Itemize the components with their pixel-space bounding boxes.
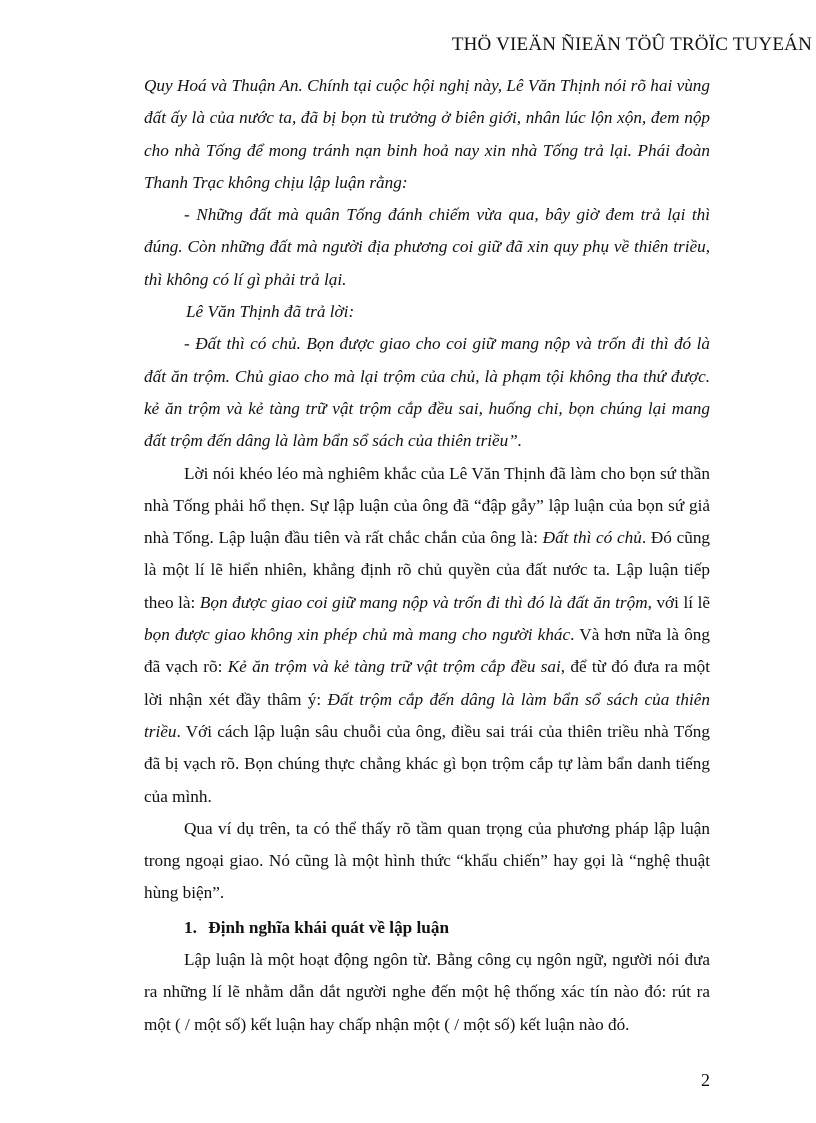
emphasis: Bọn được giao coi giữ mang nộp và trốn đi thì đó là đất ăn trộm bbox=[199, 592, 648, 612]
analysis-paragraph bbox=[144, 458, 710, 813]
text-run: . Đó cũng là một lí lẽ hiển nhiên, khẳng định rõ chủ quyền của đất nước ta. Lập luận tiếp theo là: bbox=[144, 528, 711, 612]
text-run: , với lí lẽ bbox=[647, 592, 710, 612]
paragraph: Lập luận là một hoạt động ngôn từ. Bằng công cụ ngôn ngữ, người nói đưa ra những lí lẽ nhằm dẫn dắt người nghe đến một hệ thống xác tín nào đó: rút ra một ( / một số) kết luận hay chấp nhận một ( / một số) kết luận nào đó. bbox=[144, 950, 710, 1034]
emphasis: bọn được giao không xin phép chủ mà mang cho người khác bbox=[144, 625, 571, 645]
text-run: . Với cách lập luận sâu chuỗi của ông, điều sai trái của thiên triều nhà Tống đã bị vạch rõ. Bọn chúng thực chẳng khác gì bọn trộm cắp tự làm bẩn danh tiếng của mình. bbox=[144, 721, 710, 806]
paragraph: Qua ví dụ trên, ta có thể thấy rõ tầm quan trọng của phương pháp lập luận trong ngoại giao. Nó cũng là một hình thức “khẩu chiến” hay gọi là “nghệ thuật hùng biện”. bbox=[144, 818, 710, 903]
quote-intro: Lê Văn Thịnh đã trả lời: bbox=[186, 302, 355, 322]
text-run: Lời nói khéo léo mà nghiêm khắc của Lê Văn Thịnh đã làm cho bọn sứ thần nhà Tống phải hổ thẹn. Sự lập luận của ông đã “đập gẫy” lập luận của bọn sứ giả nhà Tống. Lập luận đầu tiên và rất chắc chắn của ông là: bbox=[144, 463, 710, 548]
page-number: 2 bbox=[701, 1070, 710, 1090]
emphasis: Đất trộm cắp đến dâng là làm bẩn sổ sách của thiên triều bbox=[144, 689, 710, 741]
text-run: . Và hơn nữa là ông đã vạch rõ: bbox=[144, 625, 710, 677]
text-run: , để từ đó đưa ra một lời nhận xét đầy thâm ý: bbox=[144, 657, 711, 709]
emphasis: Đất thì có chủ bbox=[542, 528, 642, 548]
paragraph: Quy Hoá và Thuận An. Chính tại cuộc hội nghị này, Lê Văn Thịnh nói rõ hai vùng đất ấy là của nước ta, đã bị bọn tù trưởng ở biên giới, nhân lúc lộn xộn, đem nộp cho nhà Tống để mong tránh nạn binh hoả nay xin nhà Tống trả lại. Phái đoàn Thanh Trạc không chịu lập luận rằng: bbox=[144, 76, 710, 192]
page-header: THÖ VIEÄN ÑIEÄN TÖÛ TRÖÏC TUYEÁN bbox=[451, 34, 812, 55]
emphasis: Kẻ ăn trộm và kẻ tàng trữ vật trộm cắp đều sai bbox=[227, 657, 561, 677]
section-number: 1. bbox=[184, 917, 197, 937]
section-heading bbox=[144, 912, 710, 944]
section-title: Định nghĩa khái quát về lập luận bbox=[208, 917, 450, 937]
body-text bbox=[144, 70, 710, 1041]
quote-paragraph: - Những đất mà quân Tống đánh chiếm vừa qua, bây giờ đem trả lại thì đúng. Còn những đất mà người địa phương coi giữ đã xin quy phụ về thiên triều, thì không có lí gì phải trả lại. bbox=[144, 205, 710, 289]
quote-paragraph: - Đất thì có chủ. Bọn được giao cho coi giữ mang nộp và trốn đi thì đó là đất ăn trộm. Chủ giao cho mà lại trộm của chủ, là phạm tội không tha thứ được. kẻ ăn trộm và kẻ tàng trữ vật trộm cắp đều sai, huống chi, bọn chúng lại mang đất trộm đến dâng là làm bẩn sổ sách của thiên triều”. bbox=[144, 334, 710, 451]
